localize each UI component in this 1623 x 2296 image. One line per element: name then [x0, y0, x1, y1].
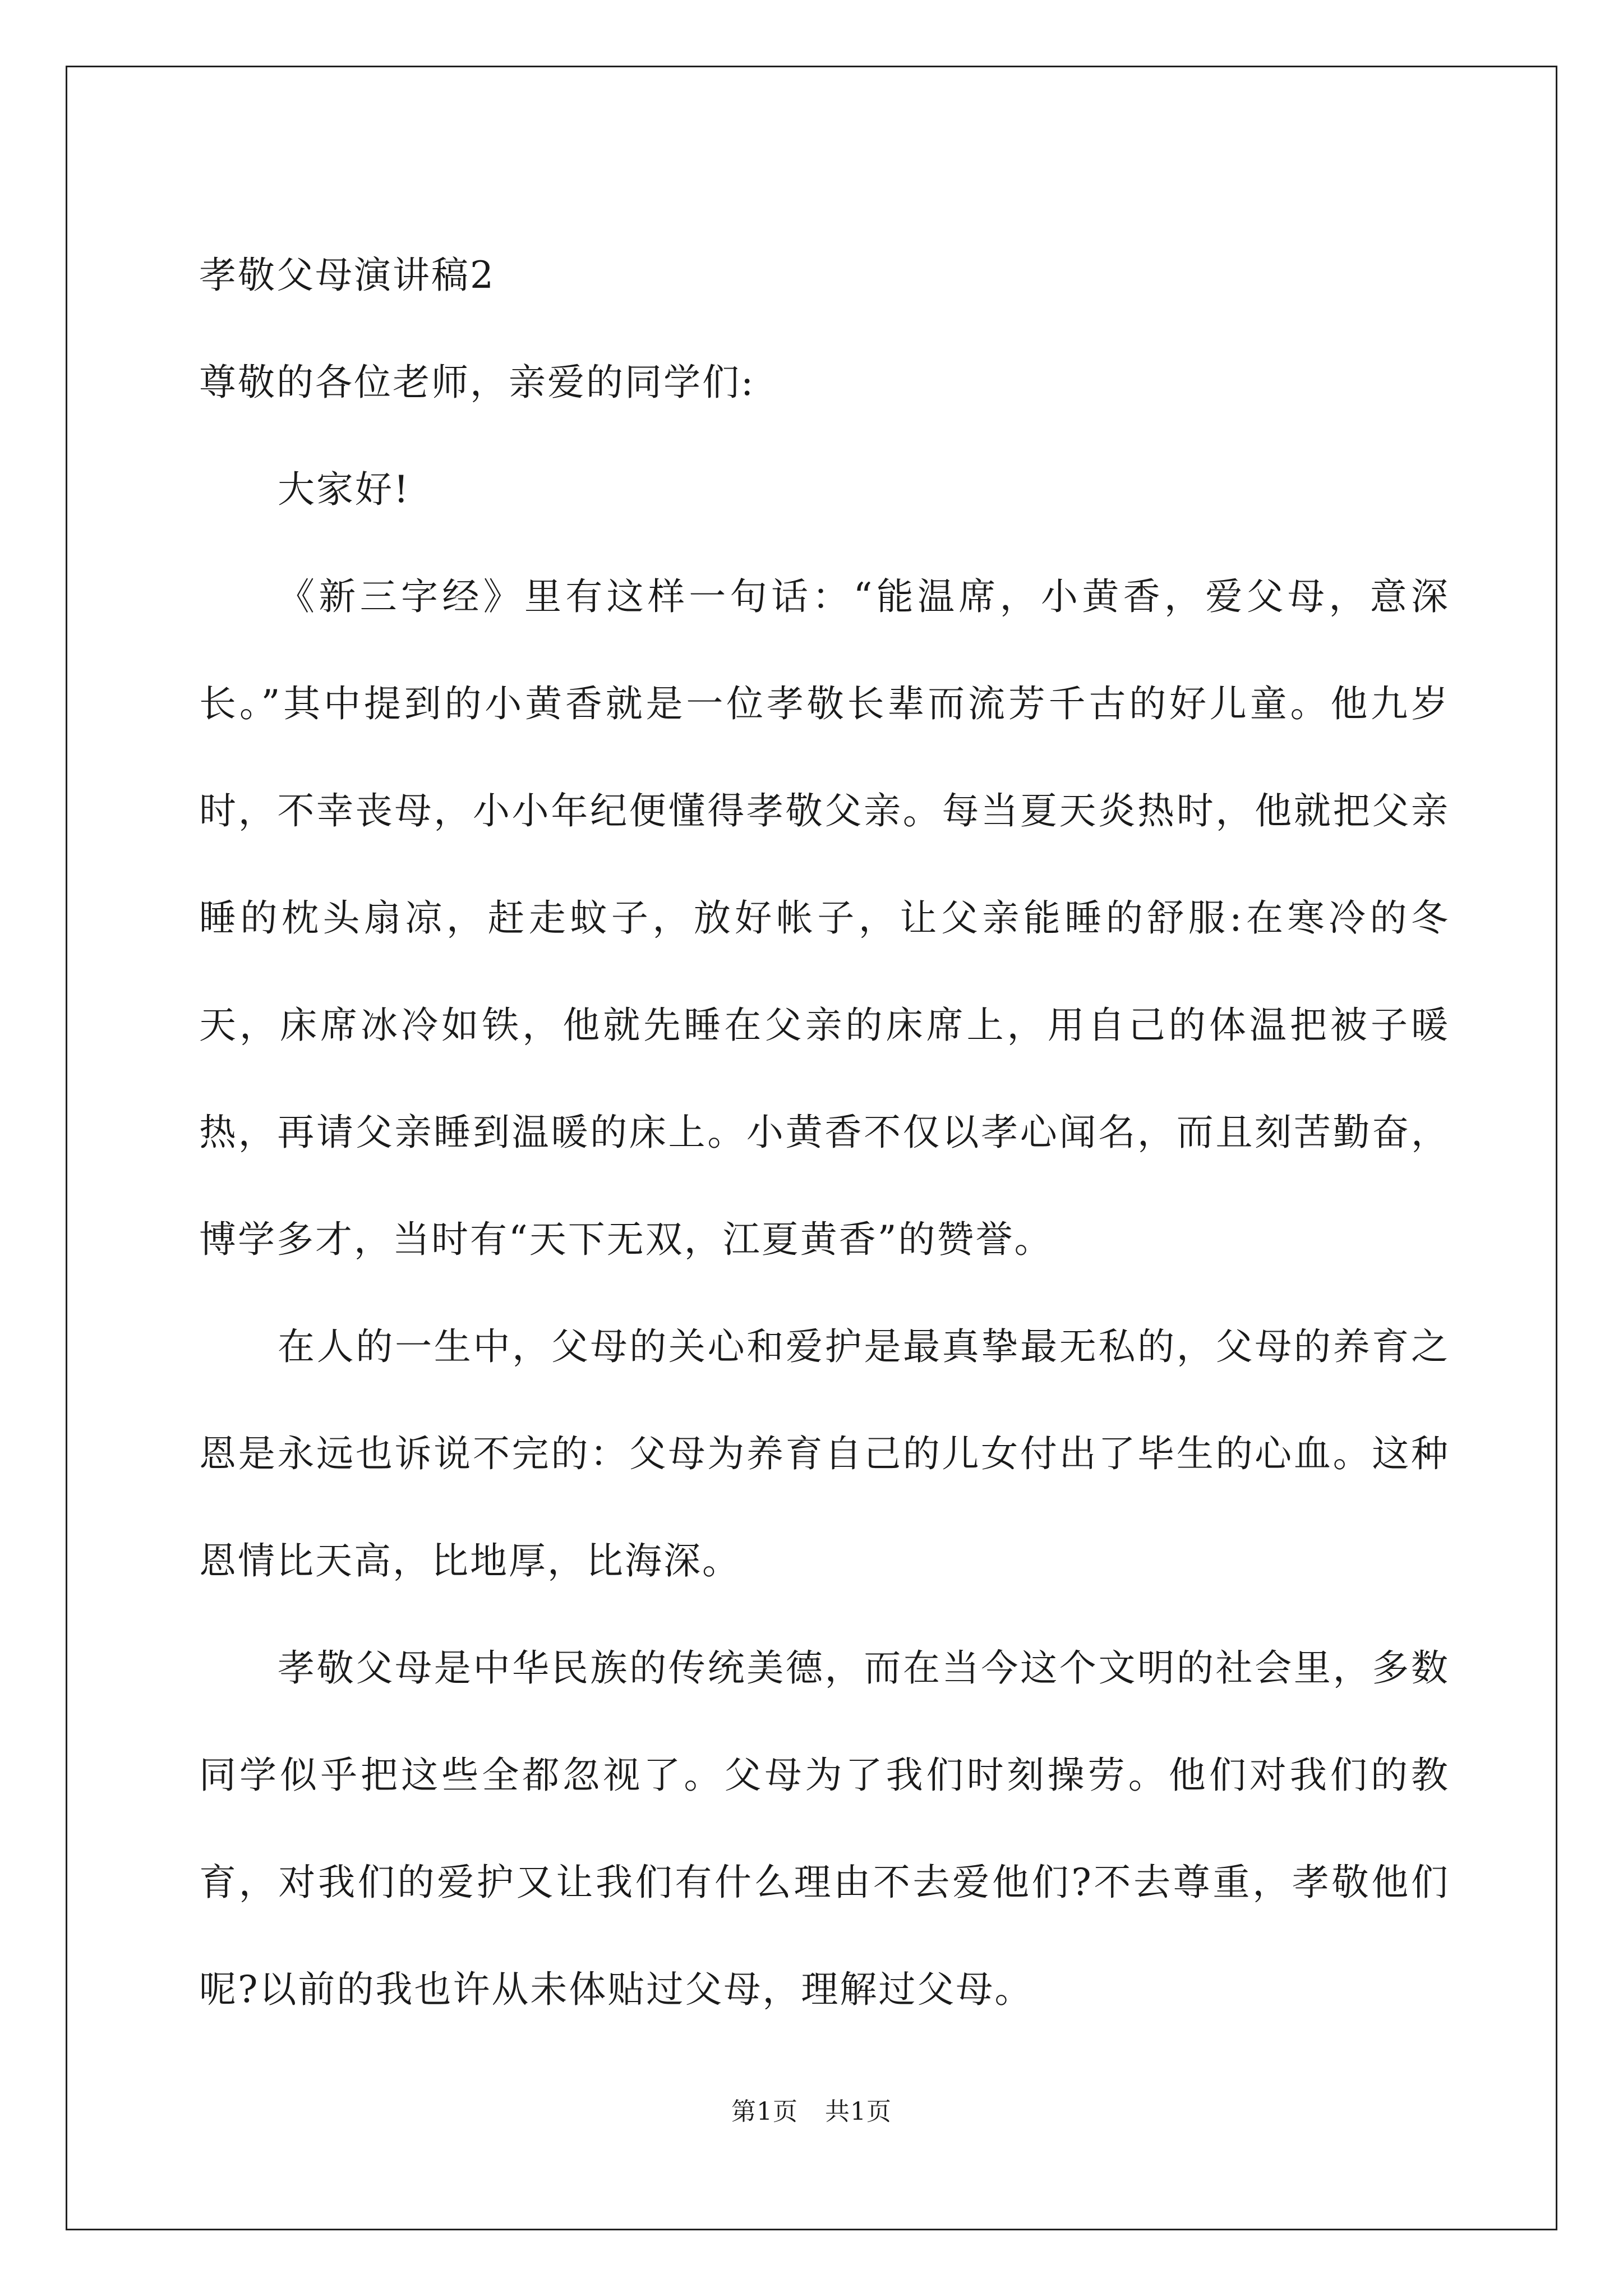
paragraph-greeting: 大家好! [278, 468, 411, 511]
document-body [199, 222, 1450, 2043]
current-page-label: 第1页 [731, 2097, 798, 2126]
paragraph-huang-xiang: 《新三字经》里有这样一句话：“能温席，小黄香，爱父母，意深长。”其中提到的小黄香就是一位孝敬长辈而流芳千古的好儿童。他九岁时，不幸丧母，小小年纪便懂得孝敬父亲。每当夏天炎热时，他就把父亲睡的枕头扇凉，赶走蚊子，放好帐子，让父亲能睡的舒服:在寒冷的冬天，床席冰冷如铁，他就先睡在父亲的床席上，用自己的体温把被子暖热，再请父亲睡到温暖的床上。小黄香不仅以孝心闻名，而且刻苦勤奋，博学多才，当时有“天下无双，江夏黄香”的赞誉。 [199, 575, 1450, 1261]
page-footer [0, 2095, 1623, 2129]
salutation: 尊敬的各位老师，亲爱的同学们: [199, 361, 755, 404]
total-pages-label: 共1页 [825, 2097, 892, 2126]
document-title: 孝敬父母演讲稿2 [199, 254, 495, 297]
paragraph-parental-love: 在人的一生中，父母的关心和爱护是最真挚最无私的，父母的养育之恩是永远也诉说不完的：父母为养育自己的儿女付出了毕生的心血。这种恩情比天高，比地厚，比海深。 [199, 1325, 1450, 1582]
paragraph-filial-piety: 孝敬父母是中华民族的传统美德，而在当今这个文明的社会里，多数同学似乎把这些全都忽视了。父母为了我们时刻操劳。他们对我们的教育，对我们的爱护又让我们有什么理由不去爱他们?不去尊重，孝敬他们呢?以前的我也许从未体贴过父母，理解过父母。 [199, 1646, 1450, 2011]
